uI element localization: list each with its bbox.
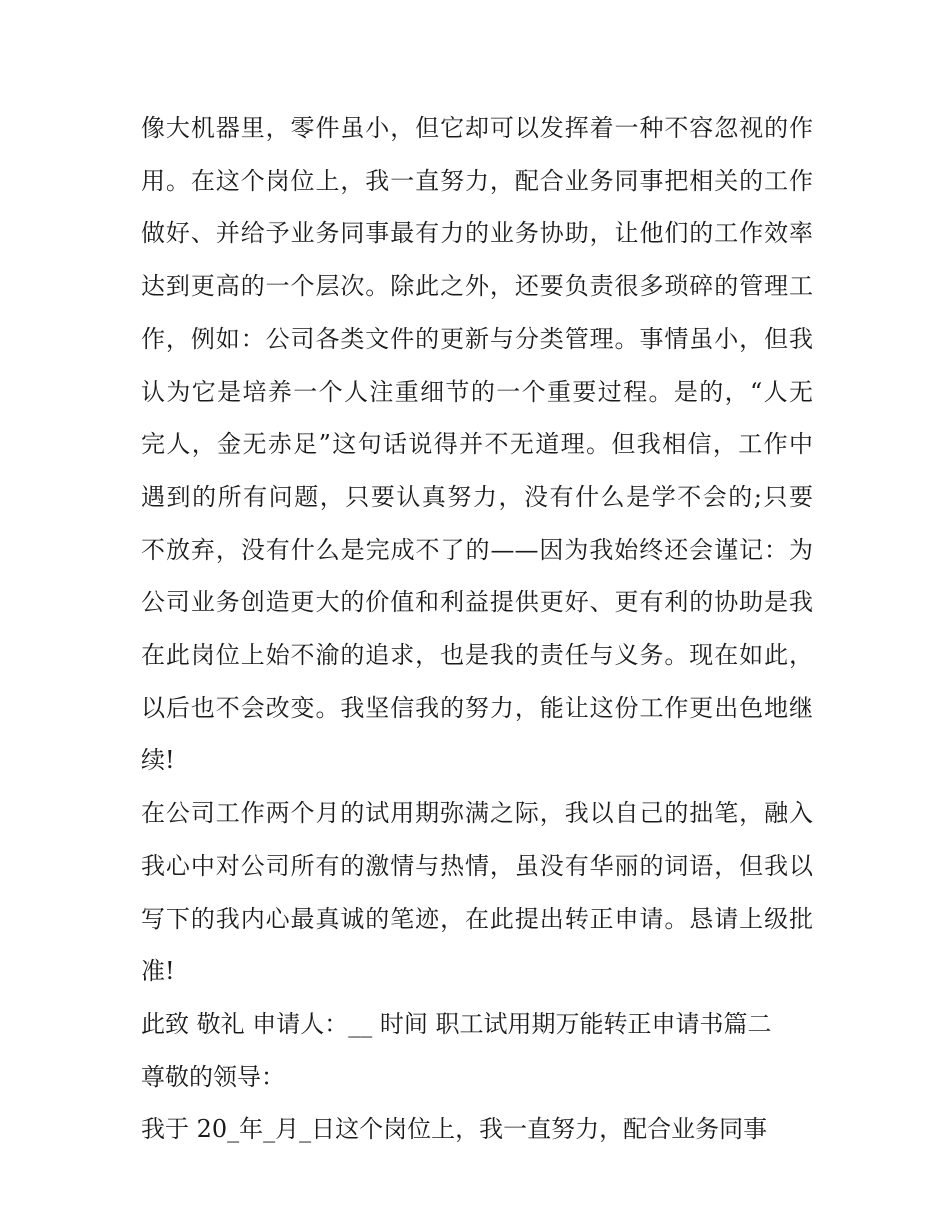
paragraph-closing xyxy=(141,998,813,1051)
paragraph-1 xyxy=(141,102,813,787)
text-line: 我心中对公司所有的激情与热情，虽没有华丽的词语，但我以 xyxy=(141,851,813,880)
document-body xyxy=(141,102,813,1156)
text-line: 用。在这个岗位上，我一直努力，配合业务同事把相关的工作 xyxy=(141,166,813,195)
paragraph-salutation xyxy=(141,1051,813,1104)
text-line: 公司业务创造更大的价值和利益提供更好、更有利的协助是我 xyxy=(141,588,813,617)
text-line: 我于 20_年_月_日这个岗位上，我一直努力，配合业务同事 xyxy=(141,1115,768,1144)
text-line: 认为它是培养一个人注重细节的一个重要过程。是的，“人无 xyxy=(141,377,813,406)
text-line: 续! xyxy=(141,746,175,775)
text-line: 不放弃，没有什么是完成不了的——因为我始终还会谨记：为 xyxy=(141,535,813,564)
text-line: 在此岗位上始不渝的追求，也是我的责任与义务。现在如此， xyxy=(141,641,813,670)
text-line: 以后也不会改变。我坚信我的努力，能让这份工作更出色地继 xyxy=(141,693,813,722)
text-line: 尊敬的领导： xyxy=(141,1062,285,1091)
paragraph-2 xyxy=(141,787,813,998)
text-line: 作，例如：公司各类文件的更新与分类管理。事情虽小，但我 xyxy=(141,324,813,353)
paragraph-3 xyxy=(141,1103,813,1156)
text-line: 此致 敬礼 申请人：__ 时间 职工试用期万能转正申请书篇二 xyxy=(141,1009,772,1038)
text-line: 遇到的所有问题，只要认真努力，没有什么是学不会的;只要 xyxy=(141,482,813,511)
text-line: 达到更高的一个层次。除此之外，还要负责很多琐碎的管理工 xyxy=(141,272,813,301)
text-line: 在公司工作两个月的试用期弥满之际，我以自己的拙笔，融入 xyxy=(141,799,813,828)
text-line: 写下的我内心最真诚的笔迹，在此提出转正申请。恳请上级批 xyxy=(141,904,813,933)
text-line: 完人，金无赤足”这句话说得并不无道理。但我相信，工作中 xyxy=(141,430,813,459)
text-line: 像大机器里，零件虽小，但它却可以发挥着一种不容忽视的作 xyxy=(141,114,813,142)
text-line: 做好、并给予业务同事最有力的业务协助，让他们的工作效率 xyxy=(141,219,813,248)
text-line: 准! xyxy=(141,957,175,986)
